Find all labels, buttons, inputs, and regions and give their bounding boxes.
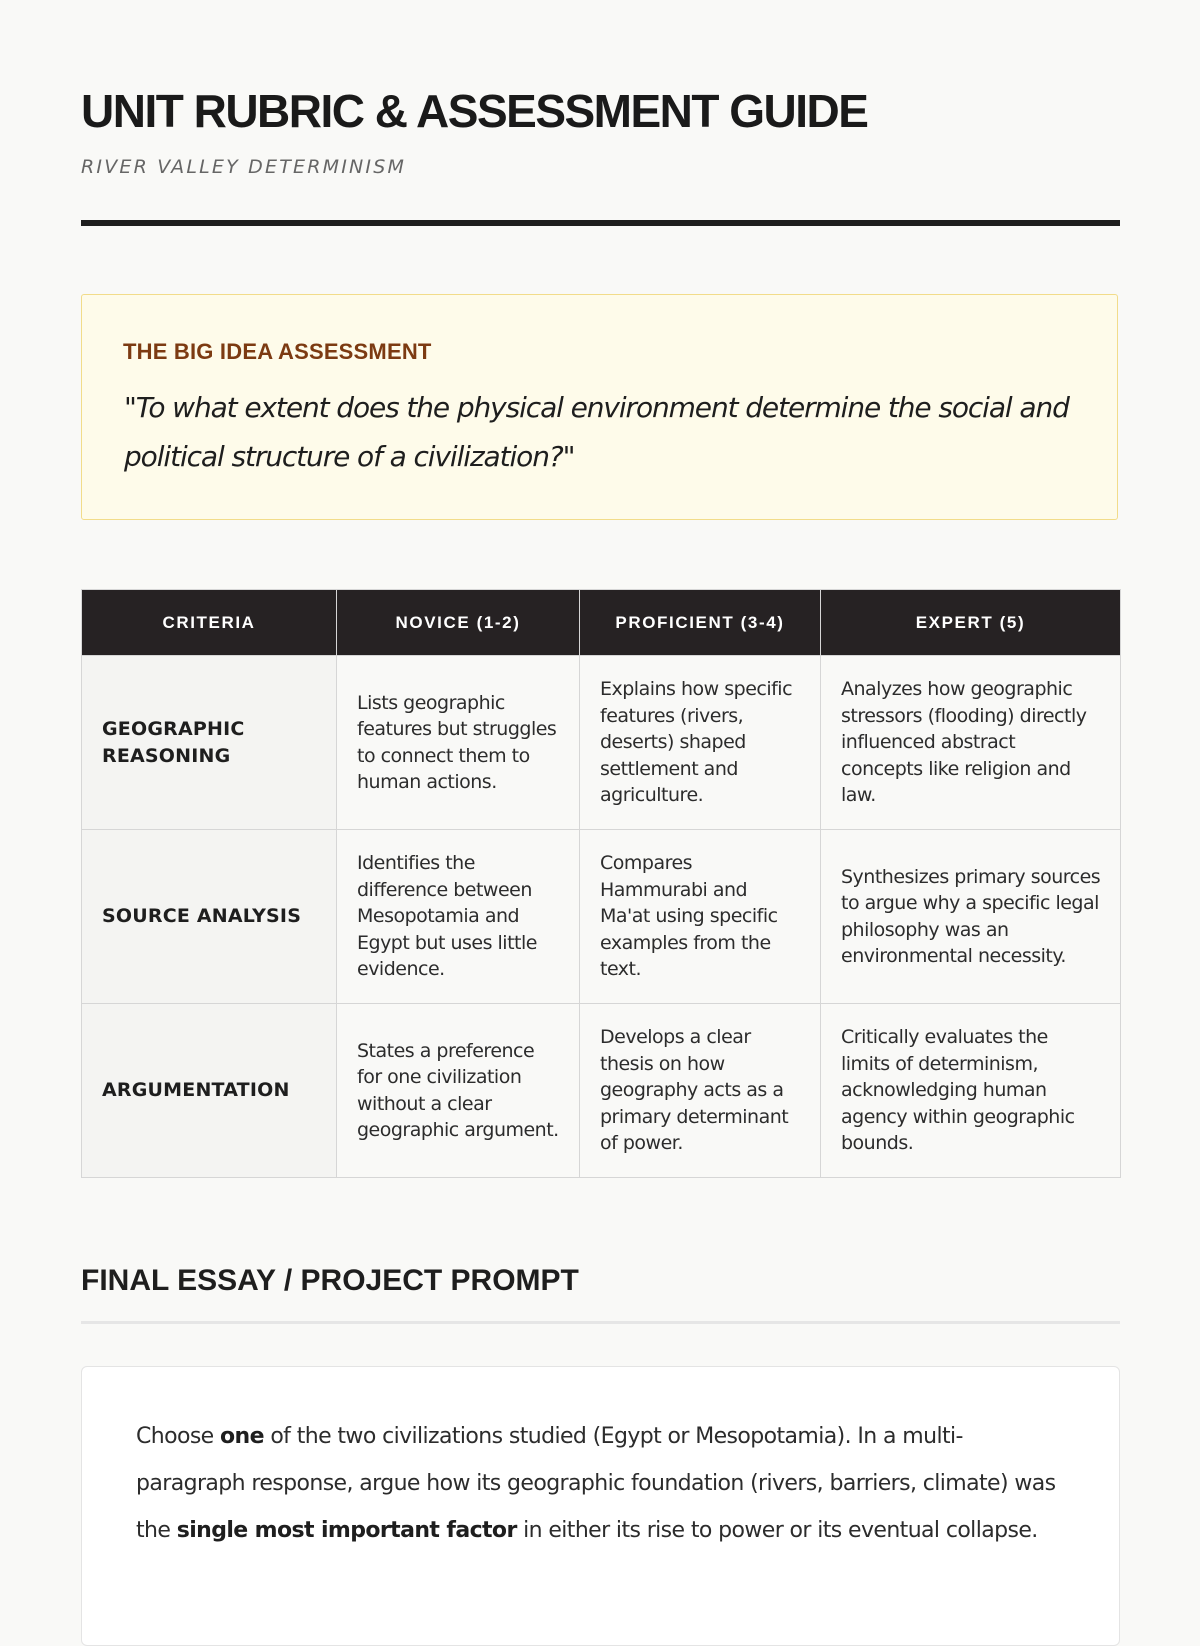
- column-header-novice: NOVICE (1-2): [337, 590, 580, 656]
- novice-cell: States a preference for one civilization without a clear geographic argument.: [337, 1004, 580, 1178]
- column-header-expert: EXPERT (5): [821, 590, 1121, 656]
- section-divider: [81, 1321, 1120, 1324]
- page-title: UNIT RUBRIC & ASSESSMENT GUIDE: [81, 85, 868, 137]
- prompt-emphasis-factor: single most important factor: [176, 1518, 517, 1543]
- novice-cell: Identifies the difference between Mesopotamia and Egypt but uses little evidence.: [337, 830, 580, 1004]
- rubric-header-row: [82, 590, 1121, 656]
- criteria-cell: GEOGRAPHIC REASONING: [82, 656, 337, 830]
- prompt-emphasis-one: one: [220, 1424, 264, 1449]
- criteria-cell: ARGUMENTATION: [82, 1004, 337, 1178]
- prompt-text-segment: Choose: [136, 1424, 221, 1449]
- big-idea-label: THE BIG IDEA ASSESSMENT: [123, 339, 432, 364]
- criteria-cell: SOURCE ANALYSIS: [82, 830, 337, 1004]
- final-prompt-card: [81, 1366, 1120, 1646]
- page-subtitle: RIVER VALLEY DETERMINISM: [81, 156, 407, 178]
- proficient-cell: Explains how specific features (rivers, deserts) shaped settlement and agriculture.: [580, 656, 821, 830]
- column-header-criteria: CRITERIA: [82, 590, 337, 656]
- novice-cell: Lists geographic features but struggles to connect them to human actions.: [337, 656, 580, 830]
- column-header-proficient: PROFICIENT (3-4): [580, 590, 821, 656]
- prompt-text-segment: in either its rise to power or its eventual collapse.: [516, 1518, 1038, 1543]
- final-prompt-text: [136, 1413, 1066, 1554]
- big-idea-callout: [81, 294, 1118, 520]
- expert-cell: Synthesizes primary sources to argue why a specific legal philosophy was an environmental necessity.: [821, 830, 1121, 1004]
- proficient-cell: Develops a clear thesis on how geography acts as a primary determinant of power.: [580, 1004, 821, 1178]
- table-row: [82, 830, 1121, 1004]
- proficient-cell: Compares Hammurabi and Ma'at using specific examples from the text.: [580, 830, 821, 1004]
- big-idea-question: "To what extent does the physical environment determine the social and political structure of a civilization?": [124, 391, 1069, 473]
- title-divider: [81, 220, 1120, 226]
- prompt-text-segment: of the two civilizations studied (Egypt or Mesopotamia). In a multi-paragraph response, argue how its geographic foundation (rivers, barriers, climate) was the: [136, 1424, 1056, 1543]
- final-prompt-heading: FINAL ESSAY / PROJECT PROMPT: [81, 1264, 579, 1297]
- table-row: [82, 1004, 1121, 1178]
- expert-cell: Critically evaluates the limits of determinism, acknowledging human agency within geographic bounds.: [821, 1004, 1121, 1178]
- table-row: [82, 656, 1121, 830]
- rubric-table: [81, 589, 1121, 1178]
- expert-cell: Analyzes how geographic stressors (flooding) directly influenced abstract concepts like religion and law.: [821, 656, 1121, 830]
